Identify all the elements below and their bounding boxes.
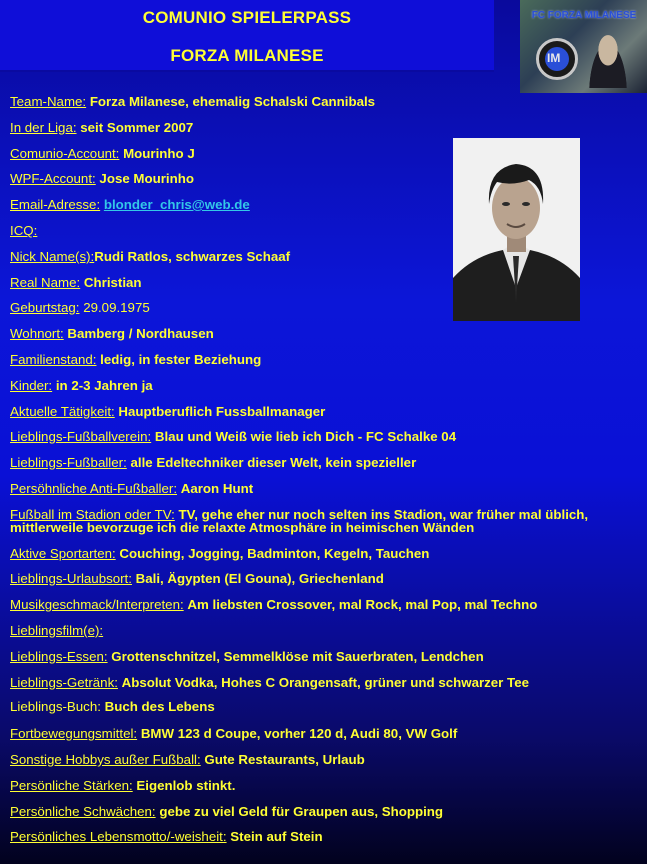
value-residence: Bamberg / Nordhausen <box>67 326 214 341</box>
label-transport: Fortbewegungsmittel: <box>10 726 138 741</box>
label-icq: ICQ: <box>10 223 38 238</box>
value-vacation: Bali, Ägypten (El Gouna), Griechenland <box>135 571 384 586</box>
row-transport <box>10 727 646 740</box>
row-email <box>10 198 646 211</box>
row-favorite-club <box>10 430 646 443</box>
value-children: in 2-3 Jahren ja <box>55 378 153 393</box>
row-films <box>10 624 646 637</box>
value-marital-status: ledig, in fester Beziehung <box>100 352 262 367</box>
row-motto <box>10 830 646 843</box>
label-anti-player: Persöhnliche Anti-Fußballer: <box>10 481 178 496</box>
team-title: FORZA MILANESE <box>170 46 324 65</box>
row-food <box>10 650 646 663</box>
label-team-name: Team-Name: <box>10 94 87 109</box>
row-vacation <box>10 572 646 585</box>
label-weaknesses: Persönliche Schwächen: <box>10 804 156 819</box>
label-birthday: Geburtstag: <box>10 300 80 315</box>
row-residence <box>10 327 646 340</box>
value-occupation: Hauptberuflich Fussballmanager <box>118 404 326 419</box>
value-nick-names: Rudi Ratlos, schwarzes Schaaf <box>94 249 291 264</box>
value-transport: BMW 123 d Coupe, vorher 120 d, Audi 80, VW Golf <box>140 726 458 741</box>
row-comunio-account <box>10 147 646 160</box>
label-liga: In der Liga: <box>10 120 77 135</box>
label-nick-names: Nick Name(s): <box>10 249 95 264</box>
value-comunio-account: Mourinho J <box>123 146 195 161</box>
value-motto: Stein auf Stein <box>230 829 323 844</box>
row-active-sports <box>10 547 646 560</box>
row-occupation <box>10 405 646 418</box>
label-favorite-club: Lieblings-Fußballverein: <box>10 429 152 444</box>
label-music: Musikgeschmack/Interpreten: <box>10 597 184 612</box>
row-real-name <box>10 276 646 289</box>
label-children: Kinder: <box>10 378 53 393</box>
value-real-name: Christian <box>83 275 142 290</box>
row-team-name <box>10 95 646 108</box>
row-anti-player <box>10 482 646 495</box>
value-anti-player: Aaron Hunt <box>180 481 254 496</box>
row-stadium-or-tv <box>10 508 646 534</box>
value-team-name: Forza Milanese, ehemalig Schalski Cannibals <box>89 94 376 109</box>
row-icq <box>10 224 646 237</box>
team-logo <box>520 0 647 93</box>
row-hobbies <box>10 753 646 766</box>
value-strengths: Eigenlob stinkt. <box>136 778 236 793</box>
header-banner <box>0 0 494 72</box>
label-email: Email-Adresse: <box>10 197 101 212</box>
label-food: Lieblings-Essen: <box>10 649 108 664</box>
value-stadium-or-tv: TV, gehe eher nur noch selten ins Stadion, war früher mal üblich, mittlerweile bevorzuge ich die relaxte Atmosphäre in heimischen Wänden <box>10 507 589 535</box>
page-title: COMUNIO SPIELERPASS <box>142 8 352 27</box>
row-strengths <box>10 779 646 792</box>
label-hobbies: Sonstige Hobbys außer Fußball: <box>10 752 201 767</box>
label-films: Lieblingsfilm(e): <box>10 623 104 638</box>
row-nick-names <box>10 250 646 263</box>
row-children <box>10 379 646 392</box>
value-drink: Absolut Vodka, Hohes C Orangensaft, grüner und schwarzer Tee <box>121 675 529 690</box>
value-favorite-club: Blau und Weiß wie lieb ich Dich - FC Schalke 04 <box>154 429 457 444</box>
row-marital-status <box>10 353 646 366</box>
label-motto: Persönliches Lebensmotto/-weisheit: <box>10 829 227 844</box>
value-birthday: 29.09.1975 <box>83 300 150 315</box>
label-wpf-account: WPF-Account: <box>10 171 96 186</box>
label-vacation: Lieblings-Urlaubsort: <box>10 571 132 586</box>
row-liga <box>10 121 646 134</box>
value-liga: seit Sommer 2007 <box>80 120 194 135</box>
value-weaknesses: gebe zu viel Geld für Graupen aus, Shopping <box>159 804 444 819</box>
label-strengths: Persönliche Stärken: <box>10 778 133 793</box>
label-comunio-account: Comunio-Account: <box>10 146 120 161</box>
value-wpf-account: Jose Mourinho <box>99 171 194 186</box>
player-figure-icon <box>584 30 632 88</box>
value-food: Grottenschnitzel, Semmelklöse mit Sauerbraten, Lendchen <box>111 649 484 664</box>
label-favorite-player: Lieblings-Fußballer: <box>10 455 127 470</box>
value-hobbies: Gute Restaurants, Urlaub <box>204 752 365 767</box>
row-favorite-player <box>10 456 646 469</box>
inter-badge-icon <box>536 38 578 80</box>
label-real-name: Real Name: <box>10 275 81 290</box>
row-birthday <box>10 301 646 314</box>
label-stadium-or-tv: Fußball im Stadion oder TV: <box>10 507 175 522</box>
label-drink: Lieblings-Getränk: <box>10 675 118 690</box>
value-music: Am liebsten Crossover, mal Rock, mal Pop, mal Techno <box>187 597 538 612</box>
label-occupation: Aktuelle Tätigkeit: <box>10 404 115 419</box>
value-favorite-player: alle Edeltechniker dieser Welt, kein spezieller <box>130 455 417 470</box>
label-residence: Wohnort: <box>10 326 64 341</box>
value-active-sports: Couching, Jogging, Badminton, Kegeln, Tauchen <box>119 546 430 561</box>
label-active-sports: Aktive Sportarten: <box>10 546 116 561</box>
row-book <box>10 700 646 713</box>
logo-text: FC FORZA MILANESE <box>531 10 637 21</box>
row-weaknesses <box>10 805 646 818</box>
row-music <box>10 598 646 611</box>
label-marital-status: Familienstand: <box>10 352 97 367</box>
value-book: Buch des Lebens <box>104 699 215 714</box>
label-book: Lieblings-Buch: <box>10 699 101 714</box>
email-link[interactable]: blonder_chris@web.de <box>103 197 250 212</box>
row-wpf-account <box>10 172 646 185</box>
row-drink <box>10 676 646 689</box>
